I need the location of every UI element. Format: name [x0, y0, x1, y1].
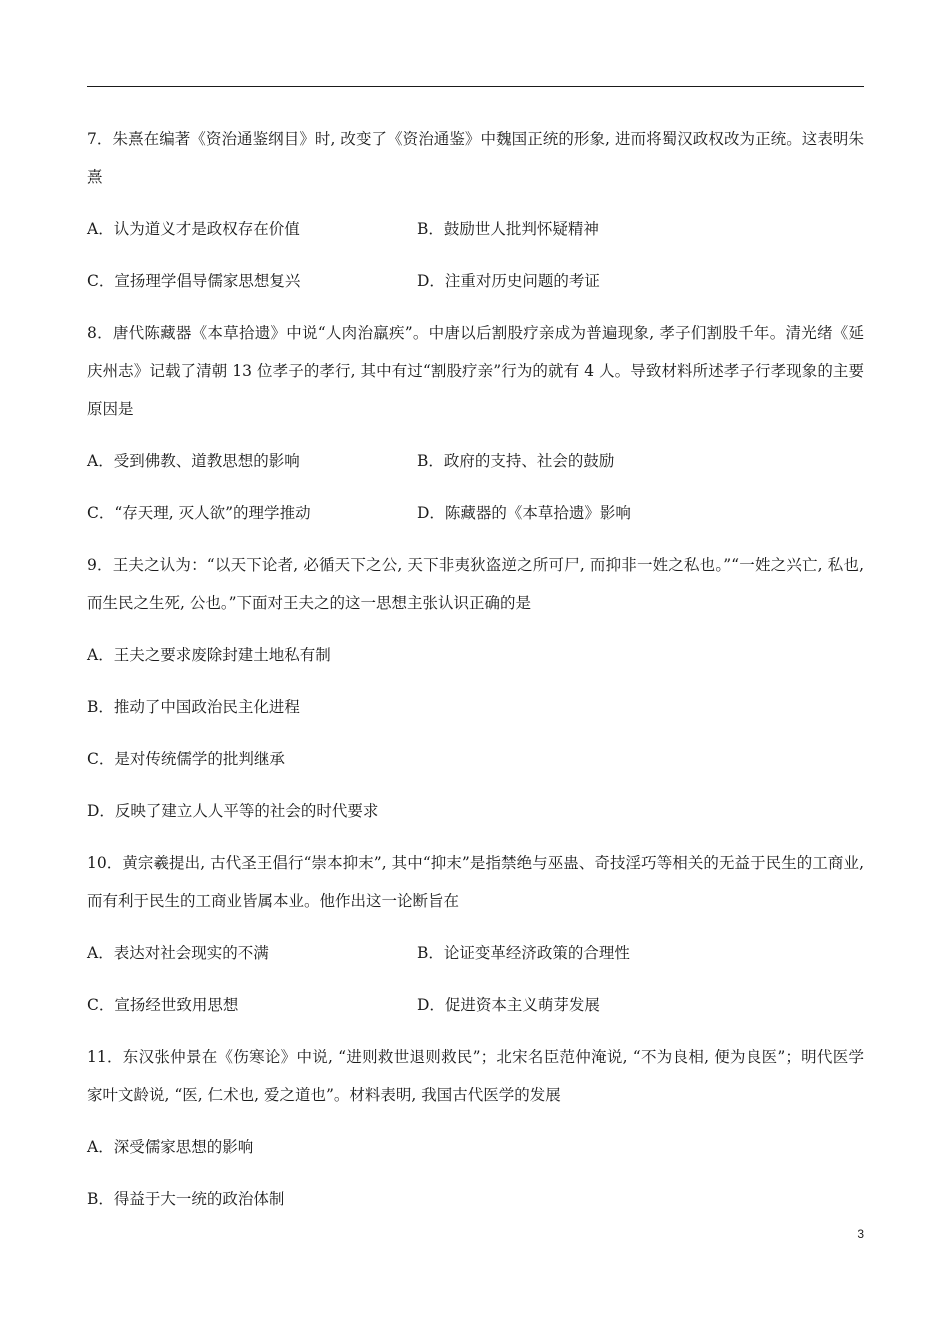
- question-9-option-d: D．反映了建立人人平等的社会的时代要求: [87, 802, 379, 820]
- question-9-option-a: A．王夫之要求废除封建土地私有制: [87, 646, 331, 664]
- header-rule: [87, 86, 864, 87]
- question-list: [87, 120, 864, 1232]
- question-10-option-c: C．宣扬经世致用思想: [87, 996, 239, 1014]
- question-11-option-a: A．深受儒家思想的影响: [87, 1138, 254, 1156]
- question-7-option-a: A．认为道义才是政权存在价值: [87, 220, 300, 238]
- question-7-option-c: C．宣扬理学倡导儒家思想复兴: [87, 272, 301, 290]
- question-11: [87, 1038, 864, 1218]
- question-11-option-b: B．得益于大一统的政治体制: [87, 1190, 285, 1208]
- question-8-option-b: B．政府的支持、社会的鼓励: [417, 452, 615, 470]
- question-7-stem: 7．朱熹在编著《资治通鉴纲目》时, 改变了《资治通鉴》中魏国正统的形象, 进而将蜀汉政权改为正统。这表明朱熹: [87, 130, 864, 186]
- question-8-option-d: D．陈藏器的《本草拾遗》影响: [417, 504, 631, 522]
- question-9-option-c: C．是对传统儒学的批判继承: [87, 750, 285, 768]
- question-10-option-d: D．促进资本主义萌芽发展: [417, 996, 600, 1014]
- question-8-option-c: C．“存天理, 灭人欲”的理学推动: [87, 504, 311, 522]
- question-11-options: [87, 1128, 864, 1218]
- question-8-option-a: A．受到佛教、道教思想的影响: [87, 452, 300, 470]
- question-8: [87, 314, 864, 546]
- question-9-option-b: B．推动了中国政治民主化进程: [87, 698, 300, 716]
- question-10-stem: 10．黄宗羲提出, 古代圣王倡行“崇本抑末”, 其中“抑末”是指禁绝与巫蛊、奇技淫巧等相关的无益于民生的工商业, 而有利于民生的工商业皆属本业。他作出这一论断旨在: [87, 854, 864, 910]
- question-7: [87, 120, 864, 314]
- question-8-options: [87, 442, 864, 546]
- question-9: [87, 546, 864, 830]
- question-7-option-b: B．鼓励世人批判怀疑精神: [417, 220, 599, 238]
- question-10: [87, 844, 864, 1038]
- question-7-options: [87, 210, 864, 314]
- question-9-stem: 9．王夫之认为：“以天下论者, 必循天下之公, 天下非夷狄盗逆之所可尸, 而抑非一姓之私也。”“一姓之兴亡, 私也, 而生民之生死, 公也。”下面对王夫之的这一思想主张认识正确的是: [87, 556, 864, 612]
- page-number: 3: [857, 1227, 864, 1241]
- question-9-options: [87, 636, 864, 830]
- question-7-option-d: D．注重对历史问题的考证: [417, 272, 600, 290]
- question-11-stem: 11．东汉张仲景在《伤寒论》中说, “进则救世退则救民”；北宋名臣范仲淹说, “不为良相, 便为良医”；明代医学家叶文龄说, “医, 仁术也, 爱之道也”。材料表明, 我国古代医学的发展: [87, 1048, 864, 1104]
- question-10-option-a: A．表达对社会现实的不满: [87, 944, 269, 962]
- question-10-option-b: B．论证变革经济政策的合理性: [417, 944, 630, 962]
- question-8-stem: 8．唐代陈藏器《本草拾遗》中说“人肉治羸疾”。中唐以后割股疗亲成为普遍现象, 孝子们割股千年。清光绪《延庆州志》记载了清朝 13 位孝子的孝行, 其中有过“割股疗亲”行为的就有 4 人。导致材料所述孝子行孝现象的主要原因是: [87, 324, 864, 418]
- question-10-options: [87, 934, 864, 1038]
